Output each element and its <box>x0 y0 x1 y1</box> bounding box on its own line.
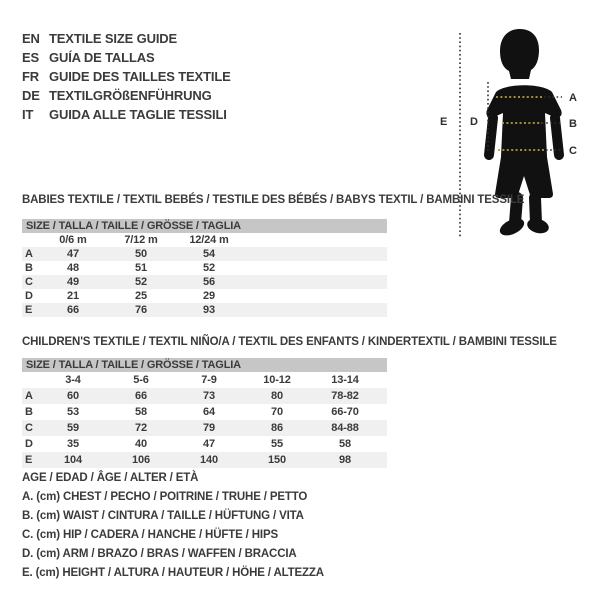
language-code: ES <box>22 50 40 65</box>
language-code: IT <box>22 107 34 122</box>
label-a: A <box>569 92 577 104</box>
size-header-bar: SIZE / TALLA / TAILLE / GRÖSSE / TAGLIA <box>22 219 387 233</box>
column-header-row <box>22 372 387 388</box>
size-value: 25 <box>135 290 147 302</box>
row-label: B <box>25 406 33 418</box>
size-value: 150 <box>268 454 286 466</box>
table-row <box>22 289 387 303</box>
children-size-table <box>22 358 387 468</box>
child-silhouette-illustration <box>432 24 592 242</box>
language-row <box>22 86 231 105</box>
language-label: TEXTILGRÖßENFÜHRUNG <box>49 88 212 103</box>
size-value: 106 <box>132 454 150 466</box>
babies-size-table <box>22 219 387 317</box>
column-header: 13-14 <box>331 374 359 386</box>
table-row <box>22 303 387 317</box>
size-value: 29 <box>203 290 215 302</box>
language-code: DE <box>22 88 40 103</box>
size-value: 66 <box>67 304 79 316</box>
language-code: EN <box>22 31 40 46</box>
language-label: GUIDE DES TAILLES TEXTILE <box>49 69 231 84</box>
legend-item: C. (cm) HIP / CADERA / HANCHE / HÜFTE / HIPS <box>22 529 279 541</box>
size-value: 51 <box>135 262 147 274</box>
size-value: 58 <box>135 406 147 418</box>
table-row <box>22 388 387 404</box>
row-label: D <box>25 438 33 450</box>
size-value: 47 <box>67 248 79 260</box>
size-value: 40 <box>135 438 147 450</box>
language-label: TEXTILE SIZE GUIDE <box>49 31 178 46</box>
column-header: 12/24 m <box>189 234 229 246</box>
size-value: 35 <box>67 438 79 450</box>
size-value: 80 <box>271 390 283 402</box>
column-header: 5-6 <box>133 374 149 386</box>
row-label: A <box>25 248 33 260</box>
row-label: E <box>25 304 33 316</box>
babies-section-title: BABIES TEXTILE / TEXTIL BEBÉS / TESTILE DES BÉBÉS / BABYS TEXTIL / BAMBINI TESSILE <box>22 194 525 206</box>
legend-item: D. (cm) ARM / BRAZO / BRAS / WAFFEN / BRACCIA <box>22 548 297 560</box>
label-e: E <box>440 116 448 128</box>
language-row <box>22 48 231 67</box>
children-section-title: CHILDREN'S TEXTILE / TEXTIL NIÑO/A / TEXTIL DES ENFANTS / KINDERTEXTIL / BAMBINI TESSILE <box>22 336 557 348</box>
size-header-bar: SIZE / TALLA / TAILLE / GRÖSSE / TAGLIA <box>22 358 387 372</box>
size-value: 66-70 <box>331 406 359 418</box>
size-value: 60 <box>67 390 79 402</box>
child-measurement-figure <box>432 24 592 242</box>
table-row <box>22 420 387 436</box>
table-row <box>22 452 387 468</box>
legend-item: B. (cm) WAIST / CINTURA / TAILLE / HÜFTUNG / VITA <box>22 510 304 522</box>
size-value: 70 <box>271 406 283 418</box>
language-row <box>22 29 231 48</box>
table-row <box>22 404 387 420</box>
size-value: 104 <box>64 454 82 466</box>
legend-age-line: AGE / EDAD / ÂGE / ALTER / ETÀ <box>22 472 199 484</box>
language-code: FR <box>22 69 40 84</box>
language-row <box>22 105 231 124</box>
table-row <box>22 261 387 275</box>
row-label: B <box>25 262 33 274</box>
row-label: E <box>25 454 33 466</box>
size-value: 52 <box>203 262 215 274</box>
size-value: 72 <box>135 422 147 434</box>
size-value: 76 <box>135 304 147 316</box>
size-value: 59 <box>67 422 79 434</box>
column-header: 3-4 <box>65 374 81 386</box>
size-value: 73 <box>203 390 215 402</box>
language-list <box>22 29 231 124</box>
size-value: 66 <box>135 390 147 402</box>
column-header: 10-12 <box>263 374 291 386</box>
column-header: 0/6 m <box>59 234 87 246</box>
language-label: GUÍA DE TALLAS <box>49 50 155 65</box>
size-value: 86 <box>271 422 283 434</box>
size-value: 140 <box>200 454 218 466</box>
size-value: 54 <box>203 248 215 260</box>
table-row <box>22 247 387 261</box>
measurement-legend <box>22 469 324 583</box>
legend-item: E. (cm) HEIGHT / ALTURA / HAUTEUR / HÖHE / ALTEZZA <box>22 567 324 579</box>
size-value: 78-82 <box>331 390 359 402</box>
size-value: 50 <box>135 248 147 260</box>
size-value: 64 <box>203 406 215 418</box>
size-value: 53 <box>67 406 79 418</box>
row-label: D <box>25 290 33 302</box>
size-value: 58 <box>339 438 351 450</box>
language-label: GUIDA ALLE TAGLIE TESSILI <box>49 107 227 122</box>
size-value: 48 <box>67 262 79 274</box>
size-value: 52 <box>135 276 147 288</box>
language-row <box>22 67 231 86</box>
row-label: C <box>25 422 33 434</box>
table-row <box>22 436 387 452</box>
row-label: A <box>25 390 33 402</box>
size-value: 79 <box>203 422 215 434</box>
label-c: C <box>569 145 577 157</box>
size-value: 84-88 <box>331 422 359 434</box>
size-value: 49 <box>67 276 79 288</box>
column-header: 7-9 <box>201 374 217 386</box>
row-label: C <box>25 276 33 288</box>
label-d: D <box>470 116 478 128</box>
size-value: 47 <box>203 438 215 450</box>
size-value: 55 <box>271 438 283 450</box>
size-value: 98 <box>339 454 351 466</box>
legend-item: A. (cm) CHEST / PECHO / POITRINE / TRUHE / PETTO <box>22 491 308 503</box>
size-value: 21 <box>67 290 79 302</box>
table-row <box>22 275 387 289</box>
column-header: 7/12 m <box>124 234 158 246</box>
label-b: B <box>569 118 577 130</box>
size-value: 93 <box>203 304 215 316</box>
size-value: 56 <box>203 276 215 288</box>
column-header-row <box>22 233 387 247</box>
